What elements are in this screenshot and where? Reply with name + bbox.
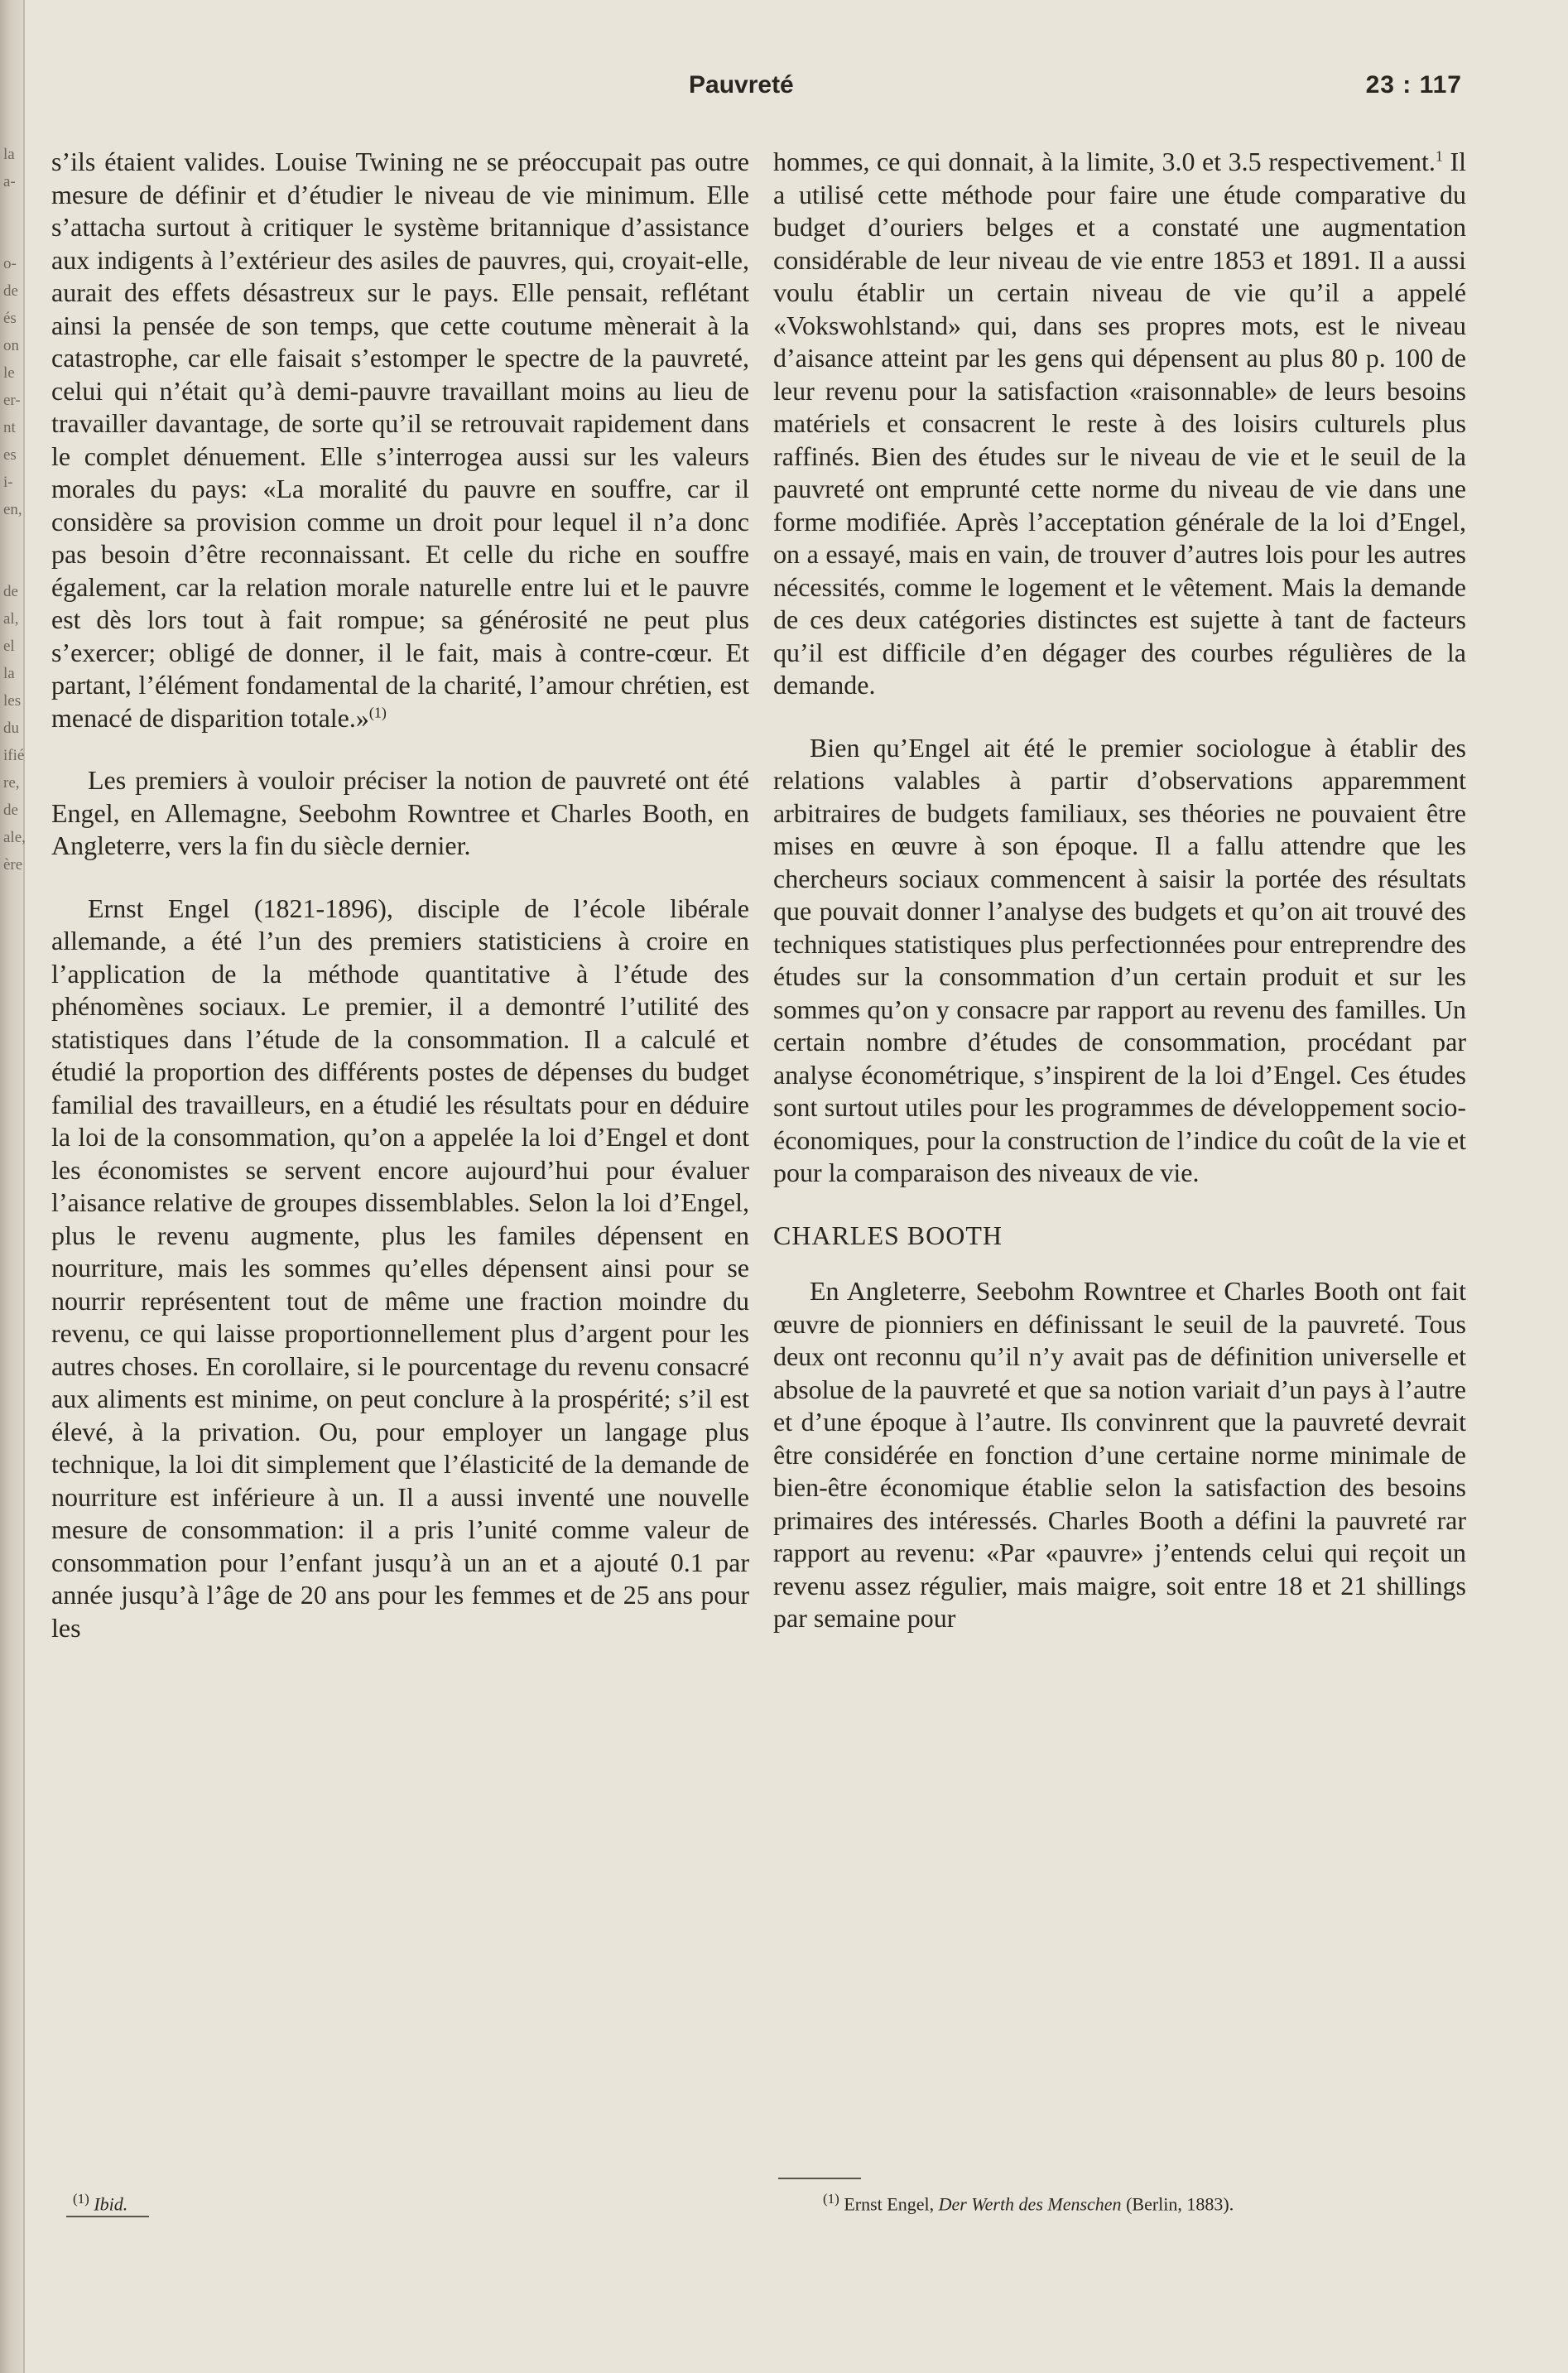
- running-header: [0, 71, 1568, 104]
- paragraph-louise-twining: s’ils étaient valides. Louise Twining ne se préoccupait pas outre mesure de définir et d’étudier le niveau de vie minimum. Elle s’attacha surtout à critiquer le système britannique d’assistance aux indigents à l’extérieur des asiles de pauvres, qui, croyait-elle, aurait des effets désastreux sur le pays. Elle pensait, reflétant ainsi la pensée de son temps, que cette coutume mènerait à la catastrophe, car elle faisait s’estomper le spectre de la pauvreté, celui qui n’était qu’à demi-pauvre travaillant moins au lieu de travailler davantage, de sorte qu’il se retrouvait rapidement dans le complet dénuement. Elle s’interrogea aussi sur les valeurs morales du pays: «La moralité du pauvre en souffre, car il considère sa provision comme un droit pour lequel il n’a donc pas besoin d’être reconnaissant. Et celle du riche en souffre également, car la relation morale naturelle entre lui et le pauvre est dès lors tout à fait rompue; sa générosité ne peut plus s’exercer; obligé de donner, il le fait, mais à contre-cœur. Et partant, l’élément fondamental de la charité, l’amour chrétien, est menacé de disparition totale.»$^{(1)}$: [51, 147, 749, 733]
- margin-fragment: du: [3, 720, 19, 737]
- running-title: Pauvreté: [689, 71, 794, 99]
- footnote-ref: 1: [1435, 147, 1443, 165]
- margin-fragment: [3, 223, 22, 250]
- section-heading-charles-booth: CHARLES BOOTH: [773, 1220, 1003, 1250]
- margin-fragment: [3, 551, 22, 578]
- margin-fragment: es: [3, 446, 17, 464]
- margin-fragment: al,: [3, 610, 19, 628]
- margin-fragment: re,: [3, 774, 20, 792]
- right-column: [773, 146, 1466, 1665]
- margin-fragment: ifié: [3, 747, 25, 764]
- paragraph-engel-sociologue: Bien qu’Engel ait été le premier sociologue à établir des relations valables à partir d’observations apparemment arbitraires de budgets familiaux, ses théories ne pouvaient être mises en œuvre à son époque. Il a fallu attendre que les chercheurs sociaux commencent à saisir la portée des résultats que pouvait donner l’analyse des budgets et qu’on ait trouvé des techniques statistiques plus perfectionnées pour entreprendre des études sur la consommation d’un certain produit et sur les sommes qu’on y consacre par rapport au revenu des familles. Un certain nombre d’études de consommation, procédant par analyse économétrique, s’inspirent de la loi d’Engel. Ces études sont surtout utiles pour les programmes de développement socio-économiques, pour la construction de l’indice du coût de la vie et pour la comparaison des niveaux de vie.: [773, 732, 1466, 1187]
- margin-fragment: de: [3, 282, 18, 300]
- margin-fragment: de: [3, 801, 18, 819]
- margin-fragment: ale,: [3, 829, 26, 846]
- margin-fragment: o-: [3, 255, 17, 272]
- paragraph-angleterre-booth: En Angleterre, Seebohm Rowntree et Charles Booth ont fait œuvre de pionniers en définissant le seuil de la pauvreté. Tous deux ont reconnu qu’il n’y avait pas de définition universelle et absolue de la pauvreté et que sa notion variait d’un pays à l’autre et d’une époque à l’autre. Ils convinrent que la pauvreté devrait être considérée en fonction d’une certaine norme minimale de bien-être économique établie selon la satisfaction des besoins primaires des intéressés. Charles Booth a défini la pauvreté rar rapport au revenu: «Par «pauvre» j’entends celui qui reçoit un revenu assez régulier, mais maigre, soit entre 18 et 21 shillings par semaine pour: [773, 1276, 1466, 1633]
- footnote-rule-left: [66, 2216, 149, 2217]
- margin-fragment: les: [3, 692, 22, 710]
- margin-fragment: ère: [3, 856, 23, 874]
- margin-fragment: la: [3, 665, 15, 682]
- paragraph-premiers-pauvrete: Les premiers à vouloir préciser la notion de pauvreté ont été Engel, en Allemagne, Seebohm Rowntree et Charles Booth, en Angleterre, vers la fin du siècle dernier.: [51, 765, 749, 860]
- margin-fragment: la: [3, 146, 15, 163]
- previous-page-margin-fragments: [3, 141, 26, 878]
- margin-fragment: [3, 195, 22, 223]
- margin-fragment: a-: [3, 173, 16, 190]
- margin-fragment: i-: [3, 474, 13, 491]
- margin-fragment: er-: [3, 392, 21, 409]
- margin-fragment: en,: [3, 501, 22, 518]
- footnote-right: $^{(1)}$ Ernst Engel, Der Werth des Menschen (Berlin, 1883).: [823, 2191, 1234, 2215]
- paragraph-engel-continued: hommes, ce qui donnait, à la limite, 3.0 et 3.5 respectivement.$^1$ Il a utilisé cette méthode pour faire une étude comparative du budget d’ouriers belges et a constaté une augmentation considérable de leur niveau de vie entre 1853 et 1891. Il a aussi voulu établir un certain niveau de vie qu’il a appelé «Vokswohlstand» qui, dans ses propres mots, est le niveau d’aisance atteint par les gens qui dépensent au plus 80 p. 100 de leur revenu pour la satisfaction «raisonnable» de leurs besoins matériels et consacrent le reste à des loisirs culturels plus raffinés. Bien des études sur le niveau de vie et le seuil de la pauvreté ont emprunté cette norme du niveau de vie dans une forme modifiée. Après l’acceptation générale de la loi d’Engel, on a essayé, mais en vain, de trouver d’autres lois pour les autres nécessités, comme le logement et le vêtement. Mais la demande de ces deux catégories distinctes est sujette à tant de facteurs qu’il est difficile d’en dégager des courbes régulières de la demande.: [773, 147, 1467, 700]
- footnote-ref: (1): [368, 703, 387, 720]
- footnote-left: $^{(1)}$ Ibid.: [73, 2191, 128, 2215]
- margin-fragment: le: [3, 364, 15, 382]
- left-column: [51, 146, 749, 1674]
- margin-fragment: és: [3, 310, 17, 327]
- margin-fragment: de: [3, 583, 18, 600]
- paragraph-ernst-engel: Ernst Engel (1821-1896), disciple de l’école libérale allemande, a été l’un des premiers statisticiens à croire en l’application de la méthode quantitative à l’étude des phénomènes sociaux. Le premier, il a demontré l’utilité des statistiques dans l’étude de la consommation. Il a calculé et étudié la proportion des différents postes de dépenses du budget familial des travailleurs, en a étudié les résultats pour en déduire la loi de la consommation, qu’on a appelée la loi d’Engel et dont les économistes se servent encore aujourd’hui pour évaluer l’aisance relative de groupes dissemblables. Selon la loi d’Engel, plus le revenu augmente, plus les familes dépensent en nourriture, mais les sommes qu’elles dépensent ainsi pour se nourrir représentent tout de même une fraction moindre du revenu, ce qui laisse proportionnellement plus d’argent pour les autres choses. En corollaire, si le pourcentage du revenu consacré aux aliments est minime, on peut conclure à la prospérité; s’il est élevé, à la privation. Ou, pour employer un langage plus technique, la loi dit simplement que l’élasticité de la demande de nourriture est inférieure à un. Il a aussi inventé une nouvelle mesure de consommation: il a pris l’unité comme valeur de consommation pour l’enfant jusqu’à un an et a ajouté 0.1 par année jusqu’à l’âge de 20 ans pour les femmes et de 25 ans pour les: [51, 893, 749, 1643]
- margin-fragment: [3, 523, 22, 551]
- footnote-rule-right: [778, 2178, 861, 2179]
- page-number: 23 : 117: [1365, 71, 1462, 99]
- margin-fragment: el: [3, 638, 15, 655]
- margin-fragment: on: [3, 337, 19, 354]
- margin-fragment: nt: [3, 419, 16, 436]
